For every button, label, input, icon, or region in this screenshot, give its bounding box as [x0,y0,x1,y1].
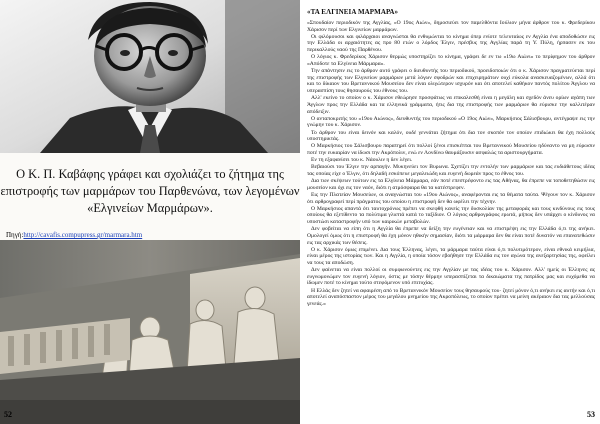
article-body [307,20,595,404]
paragraph: Την απάντησιν εις το άρθρον αυτό γράφει ο διευθυντής του περιοδικού, προειδοποιών ότι ο κ. Χάρισον πραγματεύεται περί της επιστροφής των Ελγινείων μαρμάρων μετά λόγων σφοδρών και επιχειρημάτων ουχί εύκολα ανασκευαζομένων, αλλά ότι και το δίκαιον του Βρεταννικού Μουσείου δεν είναι ολιγώτερον ισχυρόν και ότι αποτελεί καθήκον παντός πολίτου Άγγλου να υπερασπίση τους θησαυρούς του έθνους του. [307,68,595,95]
article-title: «ΤΑ ΕΛΓΙΝΕΙΑ ΜΑΡΜΑΡΑ» [307,8,399,16]
paragraph: Η Ελλάς δεν ζητεί να αφαιρέση από το Βρεταννικόν Μουσείον τους θησαυρούς του· ζητεί μόνον ό,τι ανήκει εις αυτήν και ό,τι αποτελεί αναπόσπαστον μέρος του μεγάλου μνημείου της Ακροπόλεως, το οποίον πρέπει να μείνη ακέραιον δια τας μελλούσας γενεάς.» [307,287,595,307]
photo-caption: Ο Κ. Π. Καβάφης γράφει και σχολιάζει το ζήτημα της επιστροφής των μαρμάρων του Παρθενώνα, των λεγομένων «Ελγινείων Μαρμάρων». [0,167,300,215]
paragraph: Το άρθρον του είναι δεινόν και καλόν, ουδέ γεννάται ζήτημα ότι δια τον σκοπόν τον οποίον επιδιώκει θα έχη πολλούς υποστηρικτάς. [307,129,595,143]
paragraph: Ο λόγιος κ. Φρεδερίκος Χάρισον θερμώς υποστηρίζει το κίνημα, γράφει δε εν τω «19ω Αιώνι» το περίφημον του άρθρον «Απόδοτε τα Ελγίνεια Μάρμαρα». [307,54,595,67]
paragraph: «Σπουδαίον περιοδικόν της Αγγλίας, «Ο 19ος Αιών», δημοσιεύει τον παρελθόντα Ιούλιον μήνα άρθρον του κ. Φρεδερίκου Χάρισον περί των Ελγινείων μαρμάρων. [307,20,595,33]
paragraph: Ο ανταποκριτής του «19ου Αιώνος», διευθυντής του περιοδικού «Ο 19ος Αιών», Μαρκήσιος Σάλισβουρυ, αντέγραψε εις την γνώμην του κ. Χάρισον. [307,115,595,129]
paragraph: Ο Μαρκήσιος απαντά ότι ταυτοχρόνως πρέπει να σκεφθή κανείς την δυσκολίαν της μεταφοράς και τους κινδύνους εις τους οποίους θα εξετίθεντο τα πολύτιμα γλυπτά κατά το ταξίδιον. Ο λόγιος αρθρογράφος ερωτά, μήπως δεν υπάρχει ο κίνδυνος να υποστώσι καταστροφήν υπό των καιρικών μεταβολών. [307,205,595,226]
source-label: Πηγή: [6,231,24,239]
marbles-image [0,240,300,424]
paragraph: Βεβαιούσι του Έλγιν την αρπαγήν. Μυκηνεύει τον Βυρωνα. Σχετίζει την εντολήν των μαρμάρων και τας ευδιάθετους ιδέας τας οποίας είχε ο Έλγιν, ότι δηλαδή εσκόπευε μεγαλειώδη και ευγενή δωρεάν προς το έθνος του. [307,164,595,177]
paragraph: Δεν φαίνεται να είναι πολλοί οι συμφωνούντες εις την Αγγλίαν με τας ιδέας του κ. Χάρισον. Αλλ' ημείς οι Έλληνες ας ευγνωμονώμεν τον ευγενή λόγιον, όστις με τόσην θέρμην υπερασπίζεται τα δικαιώματα της πατρίδος μας και ευχόμεθα να ίδωμεν ποτέ το κίνημα τούτο στεφόμενον υπό επιτυχίας. [307,267,595,287]
portrait-image [0,0,300,153]
source-link[interactable]: http://cavafis.compupress.gr/marmara.htm [23,231,143,239]
paragraph: Δεν φοβείται να είπη ότι η Αγγλία θα έπρεπε να δείξη την ευγένειαν και να επιστρέψη εις την Ελλάδα ό,τι της ανήκει. Ομολογεί όμως ότι η επιστροφή θα έχη μόνον ηθικήν σημασίαν, διότι τα μάρμαρα δεν θα είναι ποτέ δυνατόν να επανατεθώσιν εις τας αρχικάς των θέσεις. [307,226,595,246]
parthenon-marbles-museum-photo [0,240,300,424]
paragraph: Ο Μαρκήσιος του Σάλισβουρυ παρατηρεί ότι πολλοί ξένοι επισκέπται του Βρεταννικού Μουσείου ηδύναντο να μη εύρωσιν ποτέ την ευκαιρίαν να ίδωσι την Ακρόπολιν, ενώ εν Λονδίνω θαυμάζουσιν ασφαλώς τα αριστουργήματα. [307,143,595,156]
paragraph: Οι φιλόμουσοι και φιλάρχαιοι αναγνώσται θα ενθυμώνται το κίνημα όπερ ενίοτε τελευταίως εν Αγγλία ένα αποδοθώσιν εις την Ελλάδα οι αρχαιότητες ας προ 80 ετών ο λόρδος Έλγιν, πρέσβυς της Αγγλίας παρά τη Υ. Πύλη, ήρπασεν εκ του περικαλλούς ναού της Παρθένου. [307,33,595,54]
paragraph: Εις την Πλατείαν Μουσείων, οι αναγνώσται του «19ου Αιώνος», αναφέρονται εις τα θέματα ταύτα. Ψέγουν τον κ. Χάρισον ότι αρθρογραφεί περί πράγματος του οποίου η επιστροφή δεν θα ωφέλει την τέχνην. [307,191,595,205]
source-line [6,231,142,239]
paragraph: Εν τη εξαφανίσει του κ. Νάουλιν η δεν λέγει. [311,157,413,164]
right-page-number: 53 [587,410,595,419]
paragraph: Ο κ. Χάρισον όμως επιμένει. Δια τους Έλληνας, λέγει, τα μάρμαρα ταύτα είναι ό,τι πολυτιμότερον, είναι εθνικά κειμήλια, είναι μέρος της ιστορίας των. Και η Αγγλία, η οποία τόσον εβοήθησε την Ελλάδα εις τον αγώνα της ανεξαρτησίας της, οφείλει να τους τα αποδώση. [307,246,595,266]
paragraph: Δια των σκέψεων τούτων εις τα Ελγίνεια Μάρμαρα, εάν ποτέ επεστρέφοντο εις τας Αθήνας, θα έπρεπε να τοποθετηθώσιν εις μουσείον και όχι εις τον ναόν, διότι η ατμόσφαιρα θα τα κατέστρεφεν. [307,178,595,191]
paragraph: Αλλ' εκείνο το οποίον ο κ. Χάρισον εθεώρησε προσφάτως να επικαλεσθή είναι η μεγάλη και σχεδόν άνευ ορίων αγάπη των Άγγλων προς την Ελλάδα και τα ελληνικά γράμματα, ήτις δια της επιστροφής των μαρμάρων θα εύρισκε την καλλιτέραν απόδειξιν. [307,95,595,115]
left-page-number: 52 [4,410,12,419]
cavafy-portrait-photo [0,0,300,153]
right-page [300,0,600,424]
